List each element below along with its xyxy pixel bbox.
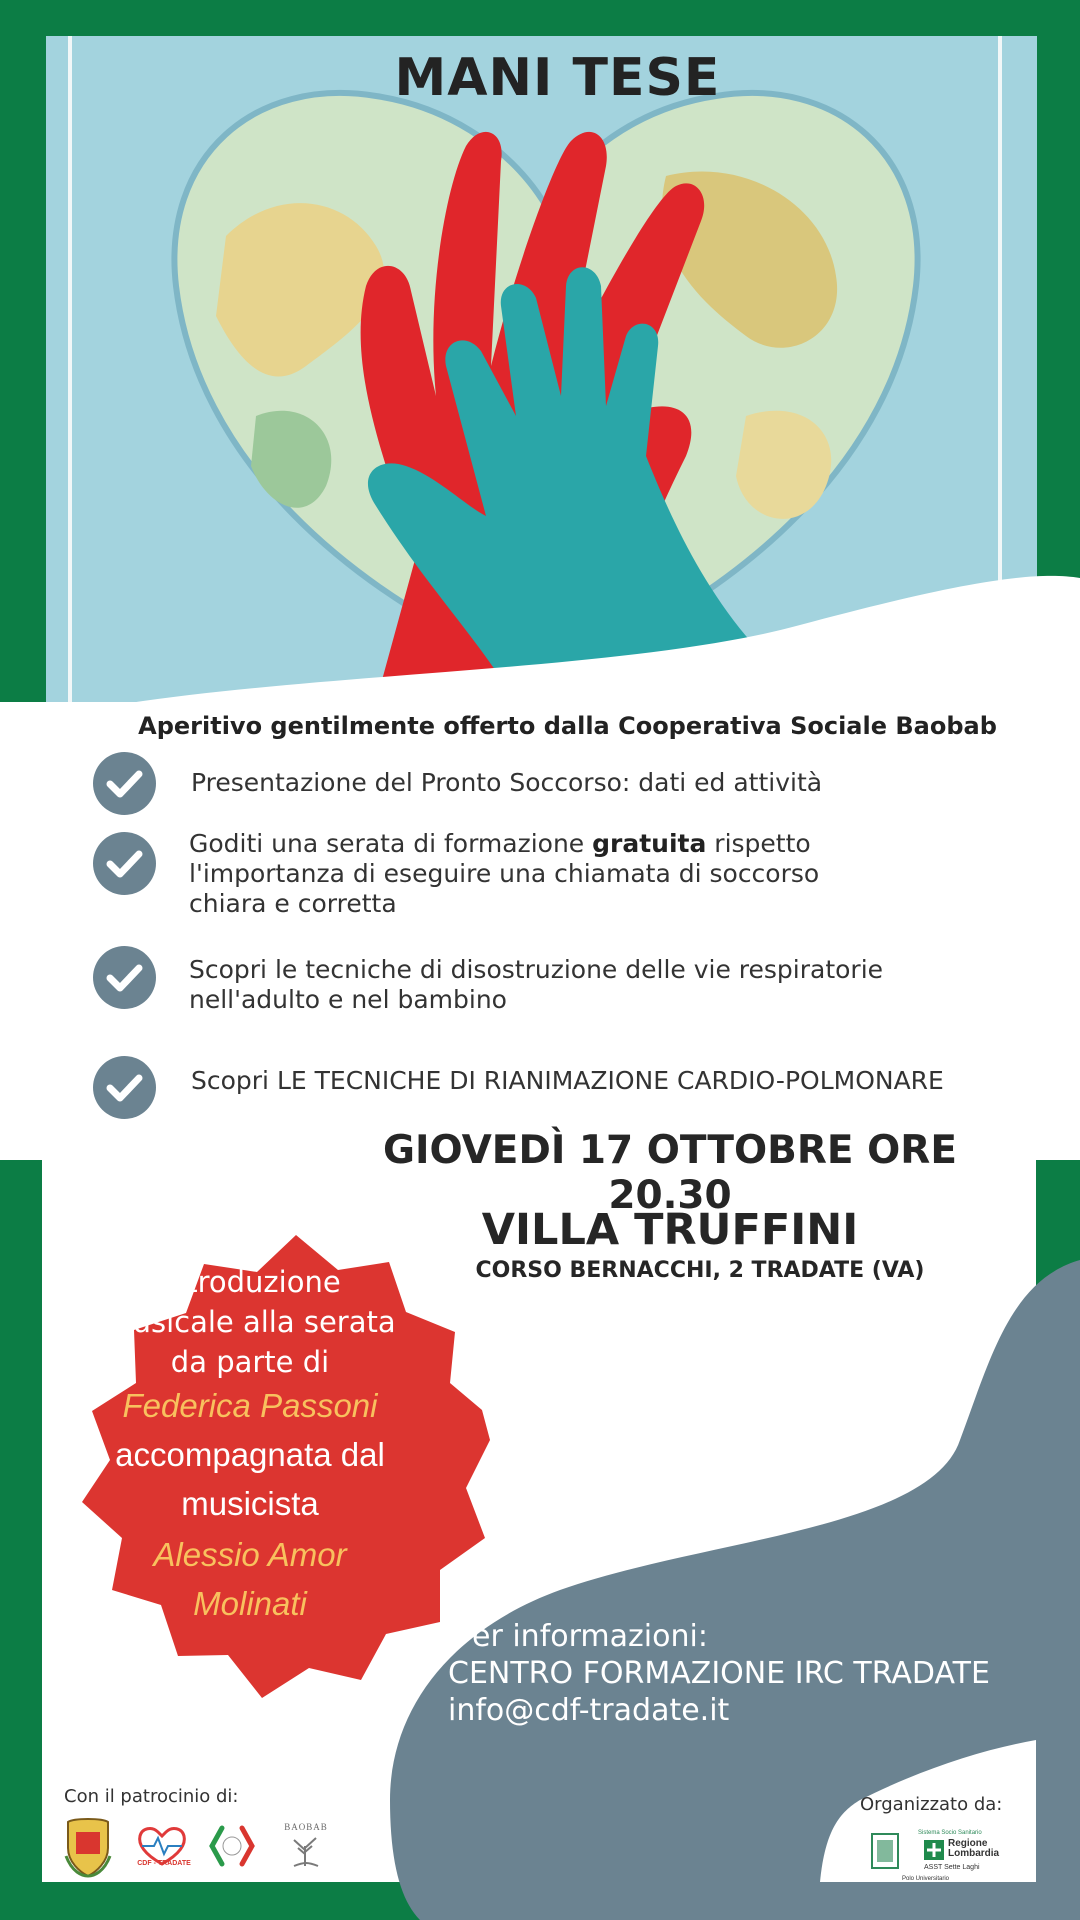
checklist-item-choking <box>189 955 883 1015</box>
training-text-pre: Goditi una serata di formazione <box>189 829 593 858</box>
regione-line-1: Regione <box>948 1838 988 1849</box>
asst-text: ASST Sette Laghi <box>924 1864 980 1871</box>
music-intro-line-2: musicale alla serata <box>104 1305 396 1339</box>
check-icon <box>93 752 156 815</box>
event-address: CORSO BERNACCHI, 2 TRADATE (VA) <box>475 1258 925 1283</box>
subtitle: Aperitivo gentilmente offerto dalla Cooperativa Sociale Baobab <box>138 712 997 740</box>
organized-label: Organizzato da: <box>860 1794 1003 1815</box>
accompanied-line-1: accompagnata dal <box>115 1436 385 1473</box>
accompanied-line-2: musicista <box>181 1485 319 1522</box>
polo-text: Polo Universitario <box>902 1876 950 1882</box>
patronage-label: Con il patrocinio di: <box>64 1786 239 1807</box>
checklist-item-cpr: Scopri LE TECNICHE DI RIANIMAZIONE CARDIO-POLMONARE <box>191 1066 944 1095</box>
choking-line-2: nell'adulto e nel bambino <box>189 985 507 1014</box>
musician-line-2: Molinati <box>193 1585 307 1622</box>
training-line-3: chiara e corretta <box>189 889 397 918</box>
check-icon <box>93 832 156 895</box>
check-icon <box>93 946 156 1009</box>
info-email[interactable]: info@cdf-tradate.it <box>448 1693 730 1728</box>
music-intro-line-3: da parte di <box>170 1345 330 1379</box>
coat-of-arms-icon <box>62 1816 114 1878</box>
hospital-building-icon <box>870 1832 900 1870</box>
regione-cross-icon <box>924 1840 944 1860</box>
choking-line-1: Scopri le tecniche di disostruzione delle vie respiratorie <box>189 955 884 984</box>
music-accompanied <box>40 1430 460 1528</box>
italy-badge-icon <box>208 1822 256 1870</box>
baobab-logo-text: BAOBAB <box>284 1822 328 1832</box>
music-intro <box>40 1262 460 1382</box>
regione-lombardia-text <box>948 1839 999 1859</box>
check-icon <box>93 1056 156 1119</box>
performer-name: Federica Passoni <box>122 1387 378 1424</box>
info-label: Per informazioni: <box>455 1619 708 1654</box>
page-title: MANI TESE <box>394 48 721 108</box>
event-venue: VILLA TRUFFINI <box>481 1205 859 1255</box>
checklist-item-presentation: Presentazione del Pronto Soccorso: dati ed attività <box>191 768 823 797</box>
checklist-item-training <box>189 829 819 919</box>
regione-line-2: Lombardia <box>948 1848 1000 1859</box>
music-intro-line-1: Introduzione <box>159 1265 341 1299</box>
training-text-bold: gratuita <box>592 829 707 858</box>
info-organization: CENTRO FORMAZIONE IRC TRADATE <box>448 1656 990 1691</box>
musician-name <box>40 1530 460 1628</box>
sistema-label: Sistema Socio Sanitario <box>918 1830 982 1836</box>
cdf-logo-text: CDF - TRADATE <box>137 1860 191 1867</box>
training-text-post: rispetto <box>706 829 811 858</box>
baobab-tree-icon <box>274 1826 336 1870</box>
musician-line-1: Alessio Amor <box>153 1536 347 1573</box>
training-line-2: l'importanza di eseguire una chiamata di soccorso <box>189 859 820 888</box>
event-date: GIOVEDÌ 17 OTTOBRE ORE 20.30 <box>383 1128 957 1218</box>
